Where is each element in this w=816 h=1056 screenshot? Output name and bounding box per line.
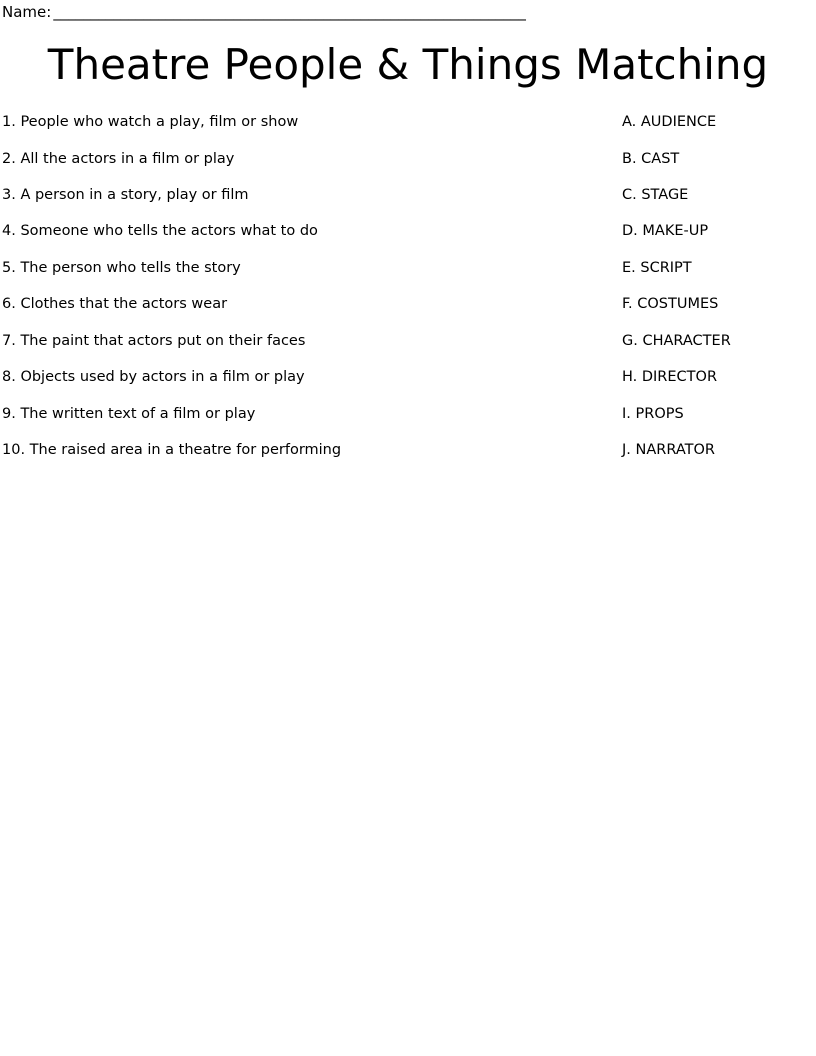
list-item: B. CAST [622, 150, 680, 167]
questions-column [2, 115, 622, 479]
name-write-line[interactable]: _______________________________________________________________ [53, 3, 526, 21]
list-item: G. CHARACTER [622, 332, 731, 349]
matching-columns [0, 115, 816, 479]
page-title: Theatre People & Things Matching [47, 40, 769, 89]
name-label: Name: [2, 3, 52, 21]
list-item: 5. The person who tells the story [2, 259, 241, 276]
list-item: 2. All the actors in a film or play [2, 150, 235, 167]
list-item: 4. Someone who tells the actors what to do [2, 223, 318, 240]
list-item: 8. Objects used by actors in a film or play [2, 369, 305, 386]
list-item: E. SCRIPT [622, 259, 692, 276]
answers-column [622, 115, 814, 479]
list-item: I. PROPS [622, 405, 684, 422]
list-item: C. STAGE [622, 186, 689, 203]
name-field-row [0, 0, 816, 21]
list-item: 7. The paint that actors put on their faces [2, 332, 306, 349]
list-item: 6. Clothes that the actors wear [2, 296, 228, 313]
list-item: 10. The raised area in a theatre for performing [2, 442, 342, 459]
list-item: 1. People who watch a play, film or show [2, 114, 299, 131]
list-item: 9. The written text of a film or play [2, 405, 256, 422]
list-item: 3. A person in a story, play or film [2, 186, 249, 203]
list-item: D. MAKE-UP [622, 223, 709, 240]
list-item: H. DIRECTOR [622, 369, 718, 386]
list-item: A. AUDIENCE [622, 114, 717, 131]
list-item: F. COSTUMES [622, 296, 719, 313]
list-item: J. NARRATOR [622, 442, 715, 459]
